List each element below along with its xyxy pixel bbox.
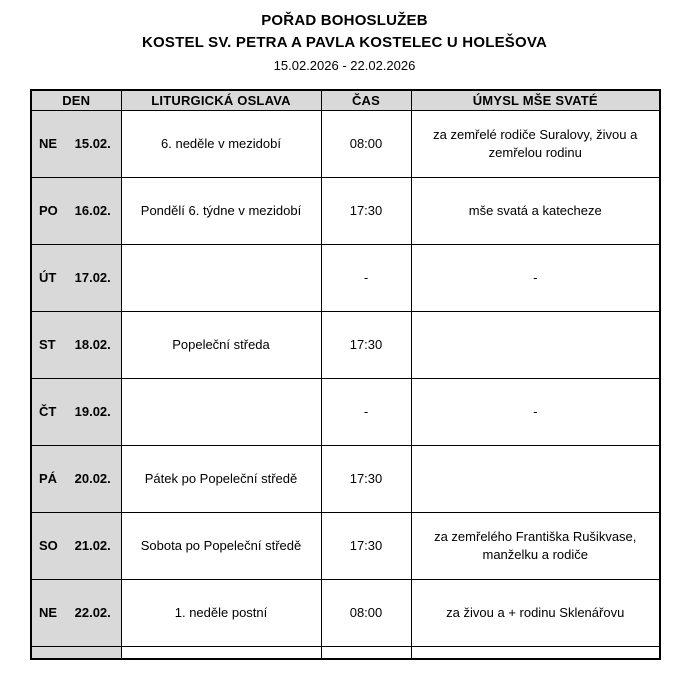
day-abbr: NE <box>39 136 58 152</box>
day-date: 17.02. <box>74 270 111 286</box>
celebration-cell: Sobota po Popeleční středě <box>121 513 321 580</box>
day-date: 18.02. <box>74 337 111 353</box>
time-cell: 17:30 <box>321 312 411 379</box>
intention-cell: mše svatá a katecheze <box>411 178 660 245</box>
day-date: 21.02. <box>74 538 111 554</box>
table-row <box>31 245 660 312</box>
day-abbr: PÁ <box>39 471 58 487</box>
document-header <box>0 0 689 73</box>
celebration-cell <box>121 245 321 312</box>
day-cell <box>31 379 121 446</box>
day-date: 20.02. <box>74 471 111 487</box>
day-date: 22.02. <box>74 605 111 621</box>
table-row <box>31 513 660 580</box>
table-row <box>31 446 660 513</box>
empty-footer-row <box>31 647 660 659</box>
table-row <box>31 379 660 446</box>
intention-cell: za živou a + rodinu Sklenářovu <box>411 580 660 647</box>
day-abbr: ST <box>39 337 56 353</box>
table-row <box>31 111 660 178</box>
celebration-cell <box>121 379 321 446</box>
page-title: POŘAD BOHOSLUŽEB <box>261 12 428 29</box>
date-range: 15.02.2026 - 22.02.2026 <box>273 57 416 73</box>
day-abbr: NE <box>39 605 58 621</box>
table-header-row <box>31 90 660 111</box>
day-cell <box>31 178 121 245</box>
time-cell: 08:00 <box>321 111 411 178</box>
day-cell <box>31 111 121 178</box>
intention-cell <box>411 312 660 379</box>
celebration-cell: Popeleční středa <box>121 312 321 379</box>
table-row <box>31 580 660 647</box>
celebration-cell: Pátek po Popeleční středě <box>121 446 321 513</box>
time-cell: 17:30 <box>321 446 411 513</box>
intention-cell: za zemřelého Františka Rušikvase, manželku a rodiče <box>411 513 660 580</box>
day-cell <box>31 446 121 513</box>
day-date: 16.02. <box>74 203 111 219</box>
day-cell <box>31 580 121 647</box>
day-cell <box>31 245 121 312</box>
time-cell-empty <box>321 647 411 659</box>
time-cell: 08:00 <box>321 580 411 647</box>
day-date: 15.02. <box>74 136 111 152</box>
column-header-cas: ČAS <box>321 90 411 111</box>
column-header-liturgicka-oslava: LITURGICKÁ OSLAVA <box>121 90 321 111</box>
intention-cell: za zemřelé rodiče Suralovy, živou a zemřelou rodinu <box>411 111 660 178</box>
schedule-table <box>30 89 661 660</box>
celebration-cell: 1. neděle postní <box>121 580 321 647</box>
intention-cell-empty <box>411 647 660 659</box>
column-header-umysl: ÚMYSL MŠE SVATÉ <box>411 90 660 111</box>
intention-cell: - <box>411 379 660 446</box>
table-row <box>31 178 660 245</box>
day-cell <box>31 312 121 379</box>
column-header-den: DEN <box>31 90 121 111</box>
intention-cell: - <box>411 245 660 312</box>
day-abbr: ÚT <box>39 270 57 286</box>
church-name: KOSTEL SV. PETRA A PAVLA KOSTELEC U HOLEŠOVA <box>142 33 547 51</box>
day-abbr: PO <box>39 203 58 219</box>
day-abbr: SO <box>39 538 58 554</box>
day-date: 19.02. <box>74 404 111 420</box>
celebration-cell: Pondělí 6. týdne v mezidobí <box>121 178 321 245</box>
table-row <box>31 312 660 379</box>
time-cell: 17:30 <box>321 178 411 245</box>
day-abbr: ČT <box>39 404 57 420</box>
day-cell <box>31 513 121 580</box>
time-cell: - <box>321 379 411 446</box>
intention-cell <box>411 446 660 513</box>
celebration-cell-empty <box>121 647 321 659</box>
celebration-cell: 6. neděle v mezidobí <box>121 111 321 178</box>
time-cell: 17:30 <box>321 513 411 580</box>
time-cell: - <box>321 245 411 312</box>
day-cell-empty <box>31 647 121 659</box>
